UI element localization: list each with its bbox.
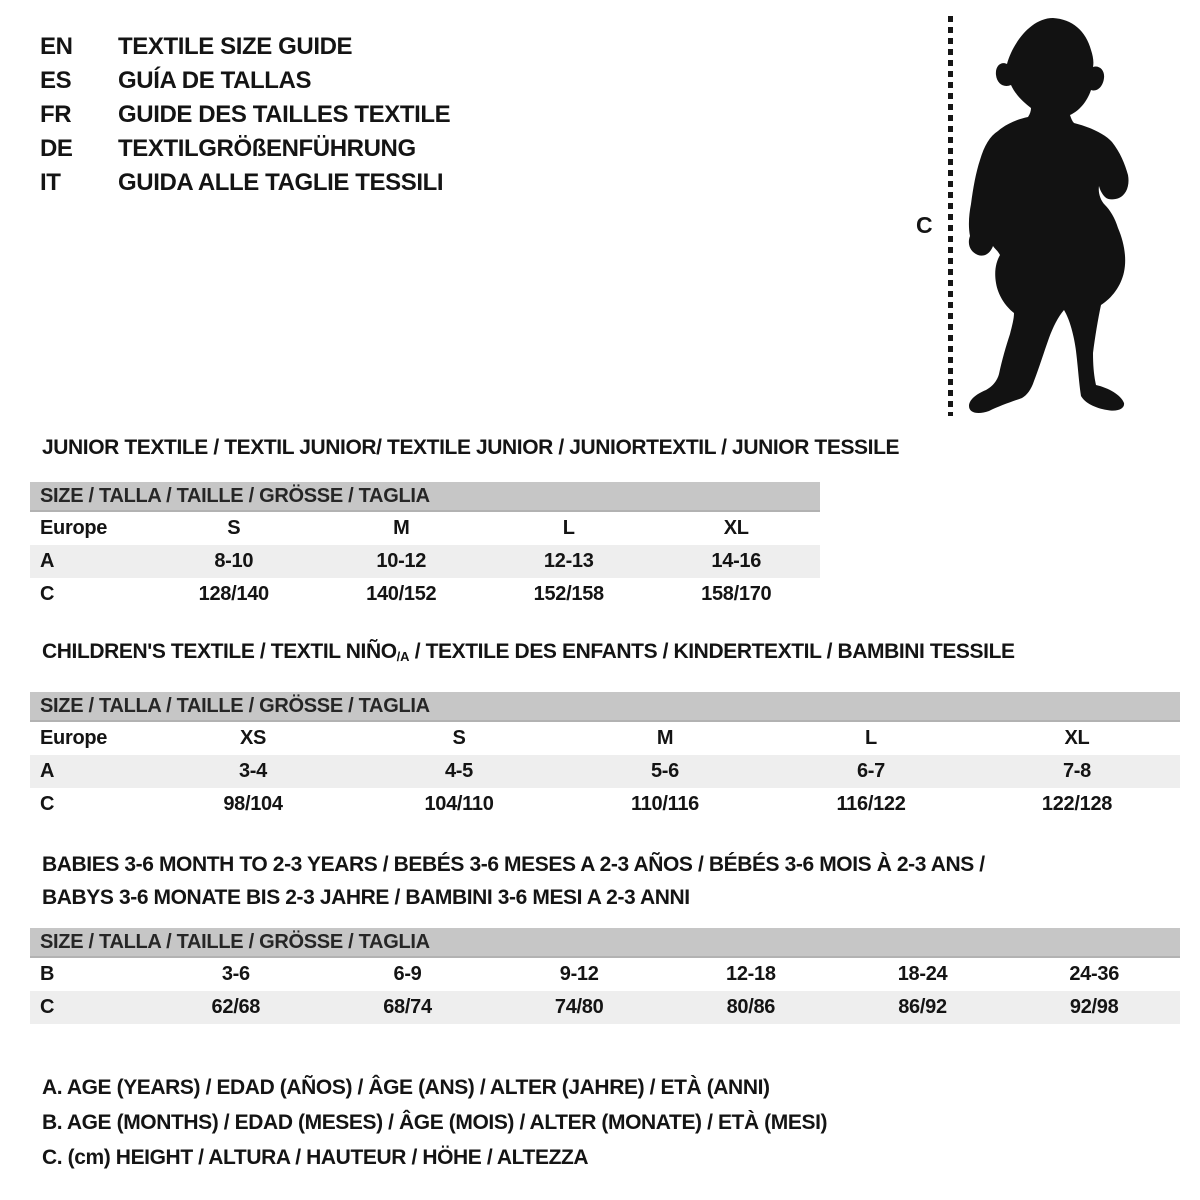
height-cell: 140/152 <box>366 583 437 605</box>
table-row <box>30 578 820 611</box>
language-row <box>40 64 450 98</box>
guide-title: TEXTILGRÖßENFÜHRUNG <box>118 135 416 162</box>
height-measure-label: C <box>916 212 933 238</box>
size-cell: L <box>865 727 877 749</box>
height-cell: 110/116 <box>631 793 699 815</box>
height-cell: 152/158 <box>533 583 604 605</box>
height-cell: 122/128 <box>1041 793 1113 815</box>
language-code: ES <box>40 67 72 94</box>
table-row <box>30 512 820 545</box>
size-bar: SIZE / TALLA / TAILLE / GRÖSSE / TAGLIA <box>30 928 1180 958</box>
table-row <box>30 991 1180 1024</box>
size-cell: M <box>656 727 674 749</box>
table-row <box>30 958 1180 991</box>
size-cell: S <box>227 517 241 539</box>
language-row <box>40 166 450 200</box>
age-cell: 10-12 <box>376 550 427 572</box>
age-cell: 12-18 <box>726 963 776 985</box>
children-table <box>30 692 1180 821</box>
age-cell: 7-8 <box>1062 760 1091 782</box>
size-bar: SIZE / TALLA / TAILLE / GRÖSSE / TAGLIA <box>30 692 1180 722</box>
babies-heading-line1: BABIES 3-6 MONTH TO 2-3 YEARS / BEBÉS 3-6 MESES A 2-3 AÑOS / BÉBÉS 3-6 MOIS À 2-3 ANS / <box>42 853 985 876</box>
guide-title: TEXTILE SIZE GUIDE <box>118 33 353 60</box>
age-cell: 12-13 <box>543 550 594 572</box>
height-cell: 128/140 <box>198 583 269 605</box>
language-row <box>40 98 450 132</box>
age-cell: 3-4 <box>238 760 267 782</box>
legend-line-c: C. (cm) HEIGHT / ALTURA / HAUTEUR / HÖHE / ALTEZZA <box>42 1146 589 1169</box>
height-cell: 104/110 <box>424 793 494 815</box>
legend-line-b: B. AGE (MONTHS) / EDAD (MESES) / ÂGE (MOIS) / ALTER (MONATE) / ETÀ (MESI) <box>42 1111 828 1134</box>
size-cell: L <box>562 517 575 539</box>
guide-title: GUIDE DES TAILLES TEXTILE <box>118 101 451 128</box>
height-cell: 68/74 <box>383 996 432 1018</box>
row-label: C <box>40 996 55 1018</box>
children-heading-prefix: CHILDREN'S TEXTILE / TEXTIL NIÑO <box>42 640 397 663</box>
guide-title: GUIDA ALLE TAGLIE TESSILI <box>118 169 444 196</box>
language-row <box>40 132 450 166</box>
height-cell: 116/122 <box>836 793 906 815</box>
age-cell: 18-24 <box>897 963 948 985</box>
age-cell: 3-6 <box>221 963 250 985</box>
size-cell: XS <box>239 727 267 749</box>
babies-section-heading <box>42 848 985 914</box>
language-row <box>40 30 450 64</box>
row-label: C <box>40 583 55 605</box>
age-cell: 9-12 <box>559 963 599 985</box>
table-row <box>30 755 1180 788</box>
age-cell: 8-10 <box>214 550 254 572</box>
children-section-heading <box>42 640 1015 669</box>
age-cell: 5-6 <box>650 760 679 782</box>
toddler-silhouette-icon <box>958 12 1138 418</box>
language-code: FR <box>40 101 72 128</box>
row-label: Europe <box>40 517 108 539</box>
babies-heading-line2: BABYS 3-6 MONATE BIS 2-3 JAHRE / BAMBINI 3-6 MESI A 2-3 ANNI <box>42 886 690 909</box>
size-cell: S <box>452 727 466 749</box>
height-cell: 158/170 <box>701 583 772 605</box>
age-cell: 24-36 <box>1069 963 1120 985</box>
legend-line-a: A. AGE (YEARS) / EDAD (AÑOS) / ÂGE (ANS) / ALTER (JAHRE) / ETÀ (ANNI) <box>42 1076 770 1099</box>
age-cell: 6-7 <box>856 760 885 782</box>
age-cell: 6-9 <box>393 963 422 985</box>
size-cell: XL <box>1064 727 1090 749</box>
row-label: B <box>40 963 55 985</box>
table-row <box>30 788 1180 821</box>
size-cell: XL <box>723 517 749 539</box>
table-row <box>30 722 1180 755</box>
height-cell: 92/98 <box>1069 996 1119 1018</box>
size-bar: SIZE / TALLA / TAILLE / GRÖSSE / TAGLIA <box>30 482 820 512</box>
language-code: IT <box>40 169 61 196</box>
guide-title: GUÍA DE TALLAS <box>118 67 312 94</box>
junior-section-heading: JUNIOR TEXTILE / TEXTIL JUNIOR/ TEXTILE JUNIOR / JUNIORTEXTIL / JUNIOR TESSILE <box>42 436 900 459</box>
language-code: EN <box>40 33 73 60</box>
junior-table <box>30 482 820 611</box>
language-code: DE <box>40 135 73 162</box>
row-label: A <box>40 760 55 782</box>
legend <box>42 1070 827 1175</box>
row-label: Europe <box>40 727 108 749</box>
size-cell: M <box>393 517 410 539</box>
height-cell: 62/68 <box>211 996 261 1018</box>
age-cell: 14-16 <box>711 550 762 572</box>
age-cell: 4-5 <box>444 760 473 782</box>
babies-table <box>30 928 1180 1024</box>
height-cell: 86/92 <box>898 996 947 1018</box>
row-label: C <box>40 793 55 815</box>
language-title-block <box>40 30 450 200</box>
table-row <box>30 545 820 578</box>
height-cell: 80/86 <box>726 996 776 1018</box>
row-label: A <box>40 550 55 572</box>
height-measure-line <box>948 16 953 416</box>
height-cell: 74/80 <box>554 996 604 1018</box>
children-heading-subscript: /A <box>396 649 410 664</box>
children-heading-suffix: / TEXTILE DES ENFANTS / KINDERTEXTIL / BAMBINI TESSILE <box>409 640 1015 663</box>
height-cell: 98/104 <box>223 793 283 815</box>
